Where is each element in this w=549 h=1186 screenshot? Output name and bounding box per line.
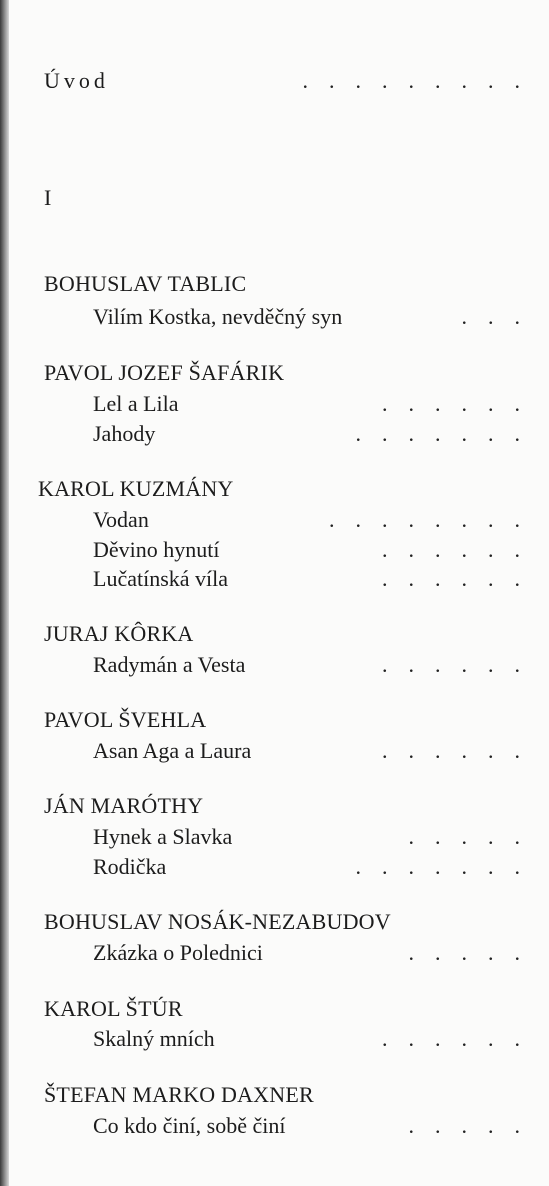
toc-entry — [0, 389, 549, 419]
author-heading: KAROL KUZMÁNY — [38, 476, 234, 501]
toc-entry — [0, 822, 549, 852]
work-title: Skalný mních — [93, 1026, 215, 1051]
author-heading: BOHUSLAV NOSÁK-NEZABUDOV — [44, 909, 391, 934]
toc-intro-title: Úvod — [44, 68, 109, 93]
toc-leader: ........ — [329, 507, 541, 532]
toc-leader: ...... — [382, 391, 541, 416]
toc-leader: ......... — [302, 68, 541, 93]
toc-leader: ....... — [355, 421, 541, 446]
toc-leader: ..... — [408, 940, 541, 965]
author-heading: BOHUSLAV TABLIC — [44, 271, 247, 296]
work-title: Vodan — [93, 507, 149, 532]
toc-entry — [0, 564, 549, 594]
toc-leader: ...... — [382, 566, 541, 591]
work-title: Jahody — [93, 421, 156, 446]
toc-leader: ..... — [408, 824, 541, 849]
work-title: Rodička — [93, 854, 167, 879]
toc-leader: ....... — [355, 854, 541, 879]
author-heading: JÁN MARÓTHY — [44, 793, 204, 818]
work-title: Zkázka o Polednici — [93, 940, 263, 965]
toc-intro-entry — [44, 66, 549, 96]
toc-entry — [0, 419, 549, 449]
toc-leader: ...... — [382, 738, 541, 763]
toc-entry — [0, 302, 549, 332]
section-heading: I — [44, 185, 52, 210]
toc-entry — [0, 938, 549, 968]
toc-entry — [0, 505, 549, 535]
toc-leader: ..... — [408, 1113, 541, 1138]
work-title: Radymán a Vesta — [93, 652, 246, 677]
toc-leader: ...... — [382, 1026, 541, 1051]
work-title: Asan Aga a Laura — [93, 738, 252, 763]
work-title: Co kdo činí, sobě činí — [93, 1113, 286, 1138]
author-heading: PAVOL JOZEF ŠAFÁRIK — [44, 360, 285, 385]
toc-entry — [0, 852, 549, 882]
work-title: Lučatínská víla — [93, 566, 229, 591]
toc-leader: ... — [461, 304, 541, 329]
toc-entry — [0, 535, 549, 565]
work-title: Děvino hynutí — [93, 537, 220, 562]
toc-entry — [0, 1024, 549, 1054]
toc-entry — [0, 1111, 549, 1141]
author-heading: ŠTEFAN MARKO DAXNER — [44, 1082, 314, 1107]
author-heading: PAVOL ŠVEHLA — [44, 707, 207, 732]
work-title: Hynek a Slavka — [93, 824, 233, 849]
toc-leader: ...... — [382, 652, 541, 677]
toc-entry — [0, 736, 549, 766]
author-heading: KAROL ŠTÚR — [44, 996, 183, 1021]
work-title: Vilím Kostka, nevděčný syn — [93, 304, 343, 329]
work-title: Lel a Lila — [93, 391, 179, 416]
toc-leader: ...... — [382, 537, 541, 562]
author-heading: JURAJ KÔRKA — [44, 621, 194, 646]
toc-entry — [0, 650, 549, 680]
